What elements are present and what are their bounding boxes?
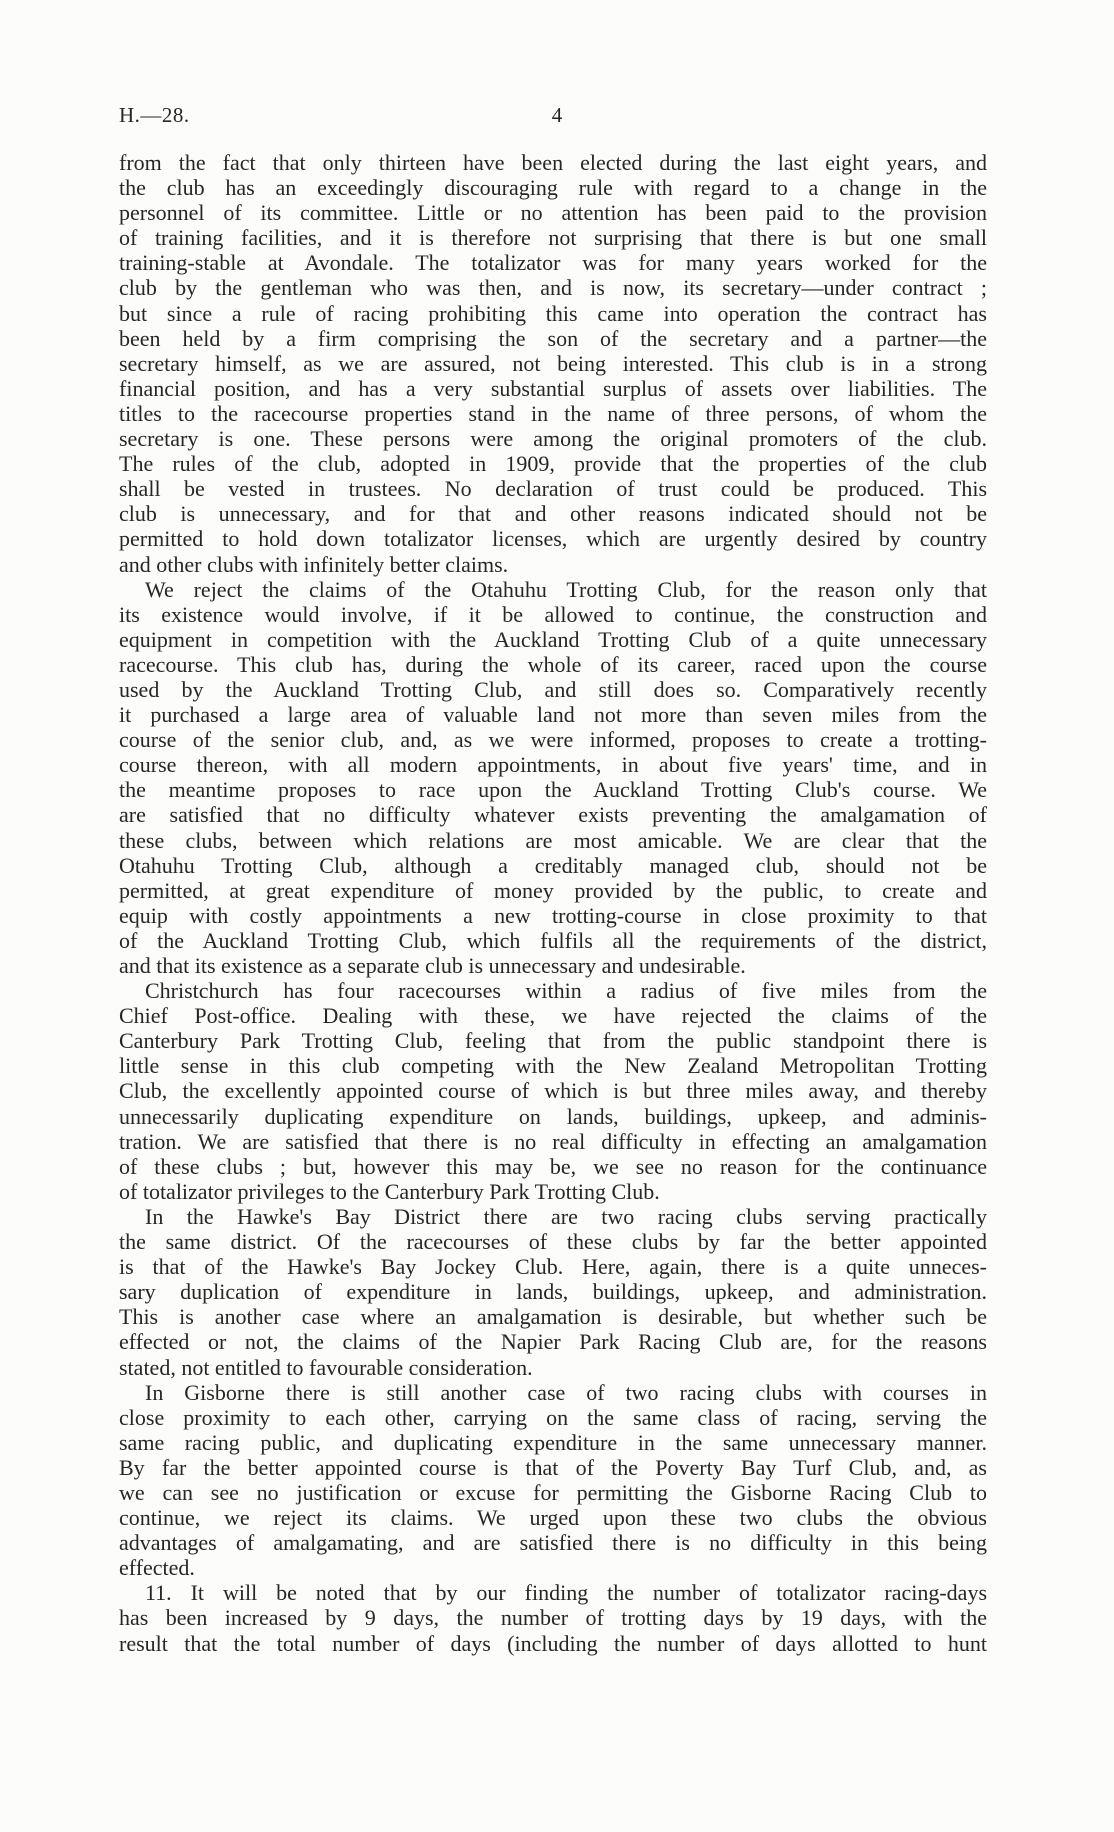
text-line: equipment in competition with the Auckland Trotting Club of a quite unnecessary [119,626,987,652]
text-line: Club, the excellently appointed course of which is but three miles away, and thereby [119,1078,987,1104]
text-line: financial position, and has a very substantial surplus of assets over liabilities. The [119,375,987,401]
text-line: are satisfied that no difficulty whatever exists preventing the amalgamation of [119,802,987,828]
text-line: stated, not entitled to favourable consideration. [119,1354,533,1380]
text-line: effected or not, the claims of the Napier Park Racing Club are, for the reasons [119,1329,987,1355]
text-line: the same district. Of the racecourses of these clubs by far the better appointed [119,1229,987,1255]
paragraph [119,1204,987,1380]
text-line: continue, we reject its claims. We urged upon these two clubs the obvious [119,1505,987,1531]
text-line: of training facilities, and it is therefore not surprising that there is but one small [119,225,987,251]
text-line: Canterbury Park Trotting Club, feeling that from the public standpoint there is [119,1028,987,1054]
text-line: effected. [119,1555,195,1581]
text-line: club is unnecessary, and for that and other reasons indicated should not be [119,501,987,527]
text-line: these clubs, between which relations are most amicable. We are clear that the [119,827,987,853]
text-line: has been increased by 9 days, the number of trotting days by 19 days, with the [119,1605,987,1631]
text-line: course of the senior club, and, as we were informed, proposes to create a trotting- [119,727,987,753]
text-line: been held by a firm comprising the son of the secretary and a partner—the [119,325,987,351]
text-line: course thereon, with all modern appointments, in about five years' time, and in [119,752,987,778]
text-line: used by the Auckland Trotting Club, and still does so. Comparatively recently [119,676,987,702]
text-line: Otahuhu Trotting Club, although a creditably managed club, should not be [119,852,987,878]
text-line: its existence would involve, if it be allowed to continue, the construction and [119,601,987,627]
text-line: of the Auckland Trotting Club, which fulfils all the requirements of the district, [119,927,987,953]
paragraph [119,150,987,577]
text-line: sary duplication of expenditure in lands, buildings, upkeep, and administration. [119,1279,987,1305]
text-line: The rules of the club, adopted in 1909, provide that the properties of the club [119,451,987,477]
text-line: little sense in this club competing with the New Zealand Metropolitan Trotting [119,1053,987,1079]
body-text [119,150,987,1656]
page-number: 4 [551,103,563,127]
running-head: H.—28. [119,103,190,127]
text-line: same racing public, and duplicating expenditure in the same unnecessary manner. [119,1429,987,1455]
text-line: and that its existence as a separate club is unnecessary and undesirable. [119,953,746,978]
paragraph [119,1380,987,1581]
text-line: permitted to hold down totalizator licenses, which are urgently desired by country [119,526,987,552]
text-line: of totalizator privileges to the Canterbury Park Trotting Club. [119,1178,660,1204]
text-line: advantages of amalgamating, and are satisfied there is no difficulty in this being [119,1530,987,1556]
text-line: result that the total number of days (including the number of days allotted to hunt [119,1630,987,1656]
text-line: of these clubs ; but, however this may be, we see no reason for the continuance [119,1153,987,1179]
text-line: shall be vested in trustees. No declaration of trust could be produced. This [119,476,987,502]
paragraph [119,978,987,1204]
text-line: personnel of its committee. Little or no attention has been paid to the provision [119,200,987,226]
text-line: it purchased a large area of valuable land not more than seven miles from the [119,702,987,728]
text-line: from the fact that only thirteen have been elected during the last eight years, and [119,150,987,175]
text-line: 11. It will be noted that by our finding the number of totalizator racing-days [145,1580,987,1606]
text-line: is that of the Hawke's Bay Jockey Club. Here, again, there is a quite unneces- [119,1254,987,1280]
text-line: By far the better appointed course is that of the Poverty Bay Turf Club, and, as [119,1454,987,1480]
text-line: the club has an exceedingly discouraging rule with regard to a change in the [119,175,987,201]
text-line: close proximity to each other, carrying on the same class of racing, serving the [119,1404,987,1430]
text-line: Chief Post-office. Dealing with these, we have rejected the claims of the [119,1003,987,1029]
text-line: racecourse. This club has, during the whole of its career, raced upon the course [119,651,987,677]
text-line: We reject the claims of the Otahuhu Trotting Club, for the reason only that [145,576,987,602]
text-line: the meantime proposes to race upon the Auckland Trotting Club's course. We [119,777,987,803]
text-line: but since a rule of racing prohibiting this came into operation the contract has [119,300,987,326]
text-line: training-stable at Avondale. The totalizator was for many years worked for the [119,250,987,276]
text-line: equip with costly appointments a new trotting-course in close proximity to that [119,902,987,928]
paragraph [119,577,987,979]
text-line: In the Hawke's Bay District there are two racing clubs serving practically [145,1203,987,1229]
text-line: we can see no justification or excuse for permitting the Gisborne Racing Club to [119,1479,987,1505]
text-line: unnecessarily duplicating expenditure on lands, buildings, upkeep, and adminis- [119,1103,987,1129]
text-line: secretary himself, as we are assured, not being interested. This club is in a strong [119,350,987,376]
text-line: and other clubs with infinitely better claims. [119,551,509,577]
text-line: club by the gentleman who was then, and is now, its secretary—under contract ; [119,275,987,301]
text-line: secretary is one. These persons were among the original promoters of the club. [119,426,987,452]
text-line: This is another case where an amalgamation is desirable, but whether such be [119,1304,987,1330]
text-line: Christchurch has four racecourses within a radius of five miles from the [145,978,987,1004]
text-line: permitted, at great expenditure of money provided by the public, to create and [119,877,987,903]
text-line: tration. We are satisfied that there is no real difficulty in effecting an amalgamation [119,1128,987,1154]
text-line: In Gisborne there is still another case of two racing clubs with courses in [145,1379,987,1405]
text-line: titles to the racecourse properties stand in the name of three persons, of whom the [119,400,987,426]
paragraph [119,1580,987,1655]
